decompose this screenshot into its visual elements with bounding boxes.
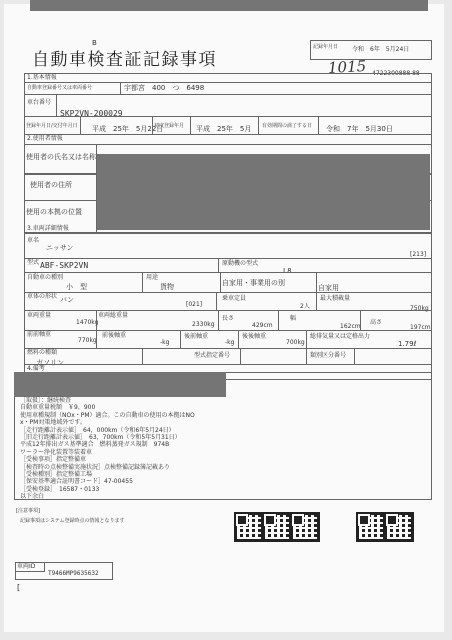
purpose-value: 貨物: [160, 283, 174, 291]
first-year-label: 初度登録年月: [154, 123, 185, 129]
bracket-mark: [: [17, 583, 21, 592]
handwritten-number: 1015: [327, 57, 367, 77]
record-date-value: 令和 6年 5月24日: [352, 46, 410, 53]
basic-info-header: 1.基本情報: [27, 74, 57, 81]
maker-label: 車名: [27, 237, 40, 244]
private-business-label: 自家用・事業用の別: [222, 279, 285, 287]
qr-code-1: [234, 512, 264, 542]
user-name-label: 使用者の氏名又は名称: [26, 153, 96, 161]
purpose-label: 用途: [146, 274, 159, 281]
note-line: 以下余白: [20, 493, 45, 501]
gross-weight-value: 2330kg: [192, 321, 215, 328]
capacity-label: 乗車定員: [222, 295, 247, 302]
base-location-label: 使用の本拠の位置: [26, 208, 82, 216]
model-cert-label: 型式指定番号: [194, 352, 231, 359]
caution-title: [注意事項]: [16, 508, 40, 514]
rear-rear-axle-value: 700kg: [286, 339, 305, 346]
vin-value: SKP2VN-200029: [60, 109, 123, 118]
gross-weight-label: 車両総重量: [98, 312, 129, 319]
vehicle-weight-label: 車両重量: [27, 312, 52, 319]
length-label: 長さ: [222, 315, 235, 322]
qr-code-5: [384, 512, 414, 542]
engine-label: 原動機の型式: [222, 260, 259, 267]
redacted-notes: [14, 372, 226, 397]
front-axle-value: 770kg: [78, 337, 97, 344]
note-line: 平成12年排出ガス基準適合 燃料蒸発ガス規制 974B: [20, 441, 170, 449]
vehicle-weight-value: 1470kg: [76, 319, 99, 326]
max-load-label: 最大積載量: [320, 295, 351, 302]
qr-code-3: [290, 512, 320, 542]
note-line: ［取扱］：継続検査: [20, 397, 72, 404]
vehicle-id-label: 車両ID: [17, 563, 36, 570]
qr-code-2: [262, 512, 292, 542]
registration-number: 宇都宮 400 つ 6498: [124, 84, 205, 92]
displacement-label: 総排気量又は定格出力: [310, 333, 371, 340]
max-load-value: 750kg: [410, 305, 429, 312]
vehicle-type-label: 自動車の種別: [27, 274, 64, 281]
record-date-label: 記録年月日: [313, 44, 339, 50]
width-value: 162cm: [340, 323, 361, 330]
page-title: 自動車検査証記録事項: [32, 50, 217, 70]
vehicle-type-value: 小 型: [66, 283, 87, 291]
rear-rear-axle-label: 後後軸重: [242, 333, 267, 340]
note-line: ワーラー浄化装置等装着車: [20, 448, 93, 456]
notes-lines: [20, 398, 280, 501]
note-line: ［受検事項］指定整備車: [20, 456, 87, 464]
vehicle-id-value: T9466MP9635632: [48, 570, 99, 577]
body-shape-code: [021]: [186, 301, 203, 308]
maker-code: [213]: [410, 251, 427, 258]
notes-header: 4.備考: [27, 365, 45, 372]
note-line: 使用車種規制（NOx・PM）適合。この自動車の使用の本拠はNO: [20, 411, 195, 419]
model-label: 型式: [27, 259, 40, 266]
front-rear-axle-value: -kg: [160, 339, 170, 346]
private-business-value: 自家用: [318, 284, 339, 292]
note-line: ［受検登録］ 16587・0133: [20, 485, 100, 493]
vin-label: 車台番号: [27, 99, 52, 106]
maker-value: ニッサン: [46, 244, 74, 252]
vehicle-info-header: 3.車両詳細情報: [27, 225, 69, 232]
rear-front-axle-value: -kg: [225, 339, 235, 346]
document-number: 4722300888 88: [372, 70, 420, 77]
height-label: 高さ: [370, 319, 383, 326]
height-value: 197cm: [410, 324, 431, 331]
note-line: ［検査時の点検整備実施状況］点検整備記録簿記載あり: [20, 463, 171, 471]
front-rear-axle-label: 前後軸重: [102, 332, 127, 339]
displacement-value: 1.79ℓ: [398, 340, 417, 348]
length-value: 429cm: [252, 322, 273, 329]
expiry-label: 有効期間の満了する日: [262, 123, 313, 129]
qr-code-4: [356, 512, 386, 542]
user-address-label: 使用者の住所: [30, 181, 72, 189]
note-line: ［受検種別］指定整備工場: [20, 470, 93, 478]
front-axle-label: 前前軸重: [27, 331, 52, 338]
first-registration-value: 平成 25年 5月22日: [92, 125, 164, 133]
note-line: ［走行距離計表示値］ 64，000km（令和6年5月24日）: [20, 426, 175, 434]
expiry-value: 令和 7年 5月30日: [326, 125, 393, 133]
model-value: ABF-SKP2VN: [40, 261, 89, 270]
caution-text: 記録事項はシステム登録時点の情報となります: [20, 518, 125, 524]
width-label: 幅: [290, 315, 297, 322]
redacted-header-bar: [30, 0, 428, 11]
fuel-type-label: 燃料の種類: [27, 349, 58, 356]
user-info-header: 2.使用者情報: [27, 135, 63, 142]
note-line: ［旧走行距離計表示値］ 63，700km（令和5年5月31日）: [20, 433, 181, 441]
fuel-type-value: ガソリン: [36, 359, 64, 367]
capacity-value: 2人: [300, 303, 310, 310]
note-line: 自動車重量税額 ￥9，900: [20, 404, 96, 412]
note-line: ［保安基準適合証明書コード］47-00455: [20, 478, 133, 486]
first-year-value: 平成 25年 5月: [196, 125, 252, 133]
category-number-label: 類別区分番号: [310, 352, 347, 359]
body-shape-label: 車体の形状: [27, 293, 58, 300]
first-registration-label: 登録年月日/交付年月日: [26, 123, 78, 129]
rear-front-axle-label: 後前軸重: [184, 333, 209, 340]
redacted-user-info: [97, 154, 430, 230]
body-shape-value: バン: [60, 296, 74, 304]
registration-number-label: 自動車登録番号又は車両番号: [27, 85, 93, 91]
engine-value: L8: [283, 267, 292, 275]
note-line: x・PM対策地域外です。: [20, 419, 86, 427]
document-letter: B: [92, 39, 97, 47]
